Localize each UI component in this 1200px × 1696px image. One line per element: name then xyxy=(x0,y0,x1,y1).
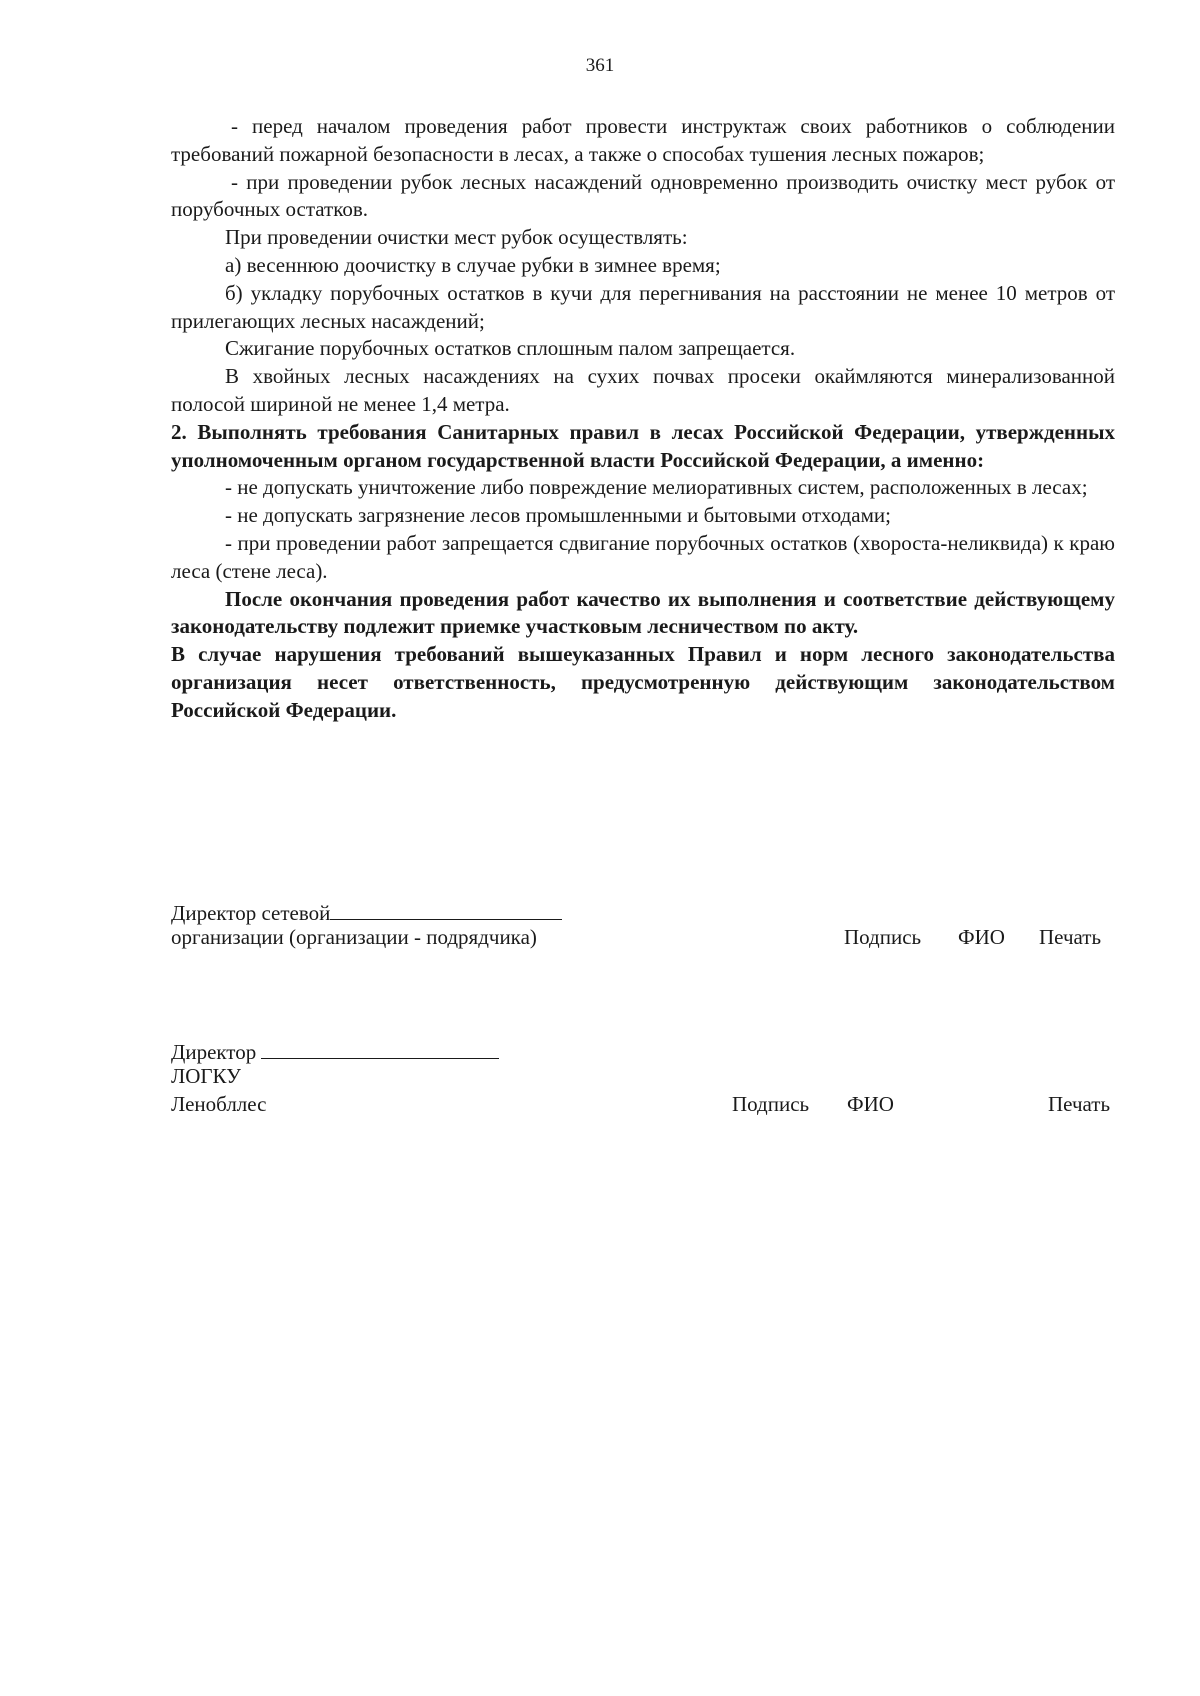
paragraph-burning-prohibited: Сжигание порубочных остатков сплошным палом запрещается. xyxy=(225,336,796,361)
signature-title-line2: ЛОГКУ xyxy=(171,1064,242,1088)
signature-line xyxy=(330,897,562,920)
fio-label: ФИО xyxy=(958,925,1005,949)
section-heading-sanitary-rules: 2. Выполнять требования Санитарных правил в лесах Российской Федерации, утвержденных уполномоченным органом государственной власти Российской Федерации, а именно: xyxy=(171,419,1115,472)
signature-label: Подпись xyxy=(844,925,922,949)
paragraph-brushwood: - при проведении работ запрещается сдвигание порубочных остатков (хвороста-неликвида) к краю леса (стене леса). xyxy=(171,530,1115,583)
paragraph-item-b: б) укладку порубочных остатков в кучи для перегнивания на расстоянии не менее 10 метров от прилегающих лесных насаждений; xyxy=(171,280,1115,333)
signature-title-line1: Директор xyxy=(171,1040,257,1064)
stamp-label: Печать xyxy=(1048,1092,1111,1116)
page-number: 361 xyxy=(585,55,615,76)
paragraph-liability: В случае нарушения требований вышеуказанных Правил и норм лесного законодательства организация несет ответственность, предусмотренную действующим законодательством Российской Федерации. xyxy=(171,642,1115,722)
paragraph-clearing-during-felling: - при проведении рубок лесных насаждений одновременно производить очистку мест рубок от порубочных остатков. xyxy=(171,169,1115,222)
signature-label: Подпись xyxy=(732,1092,810,1116)
signature-title-line2: организации (организации - подрядчика) xyxy=(171,925,537,949)
document-body xyxy=(171,113,1115,725)
fio-label: ФИО xyxy=(847,1092,894,1116)
paragraph-acceptance: После окончания проведения работ качество их выполнения и соответствие действующему законодательству подлежит приемке участковым лесничеством по акту. xyxy=(171,586,1115,639)
signature-line xyxy=(261,1036,499,1059)
paragraph-clearing-intro: При проведении очистки мест рубок осуществлять: xyxy=(225,225,688,250)
paragraph-item-a: а) весеннюю доочистку в случае рубки в зимнее время; xyxy=(225,252,721,277)
signature-block-logku xyxy=(171,1036,1115,1126)
stamp-label: Печать xyxy=(1039,925,1102,949)
signature-title-line3: Ленобллес xyxy=(171,1092,267,1116)
paragraph-fire-briefing: - перед началом проведения работ провести инструктаж своих работников о соблюдении требований пожарной безопасности в лесах, а также о способах тушения лесных пожаров; xyxy=(171,114,1115,166)
signature-block-contractor xyxy=(171,897,1115,957)
paragraph-melioration-systems: - не допускать уничтожение либо повреждение мелиоративных систем, расположенных в лесах; xyxy=(225,475,1088,500)
paragraph-pollution: - не допускать загрязнение лесов промышленными и бытовыми отходами; xyxy=(225,503,891,528)
signature-title-line1: Директор сетевой xyxy=(171,901,331,925)
paragraph-mineralized-strip: В хвойных лесных насаждениях на сухих почвах просеки окаймляются минерализованной полосой шириной не менее 1,4 метра. xyxy=(171,364,1115,416)
